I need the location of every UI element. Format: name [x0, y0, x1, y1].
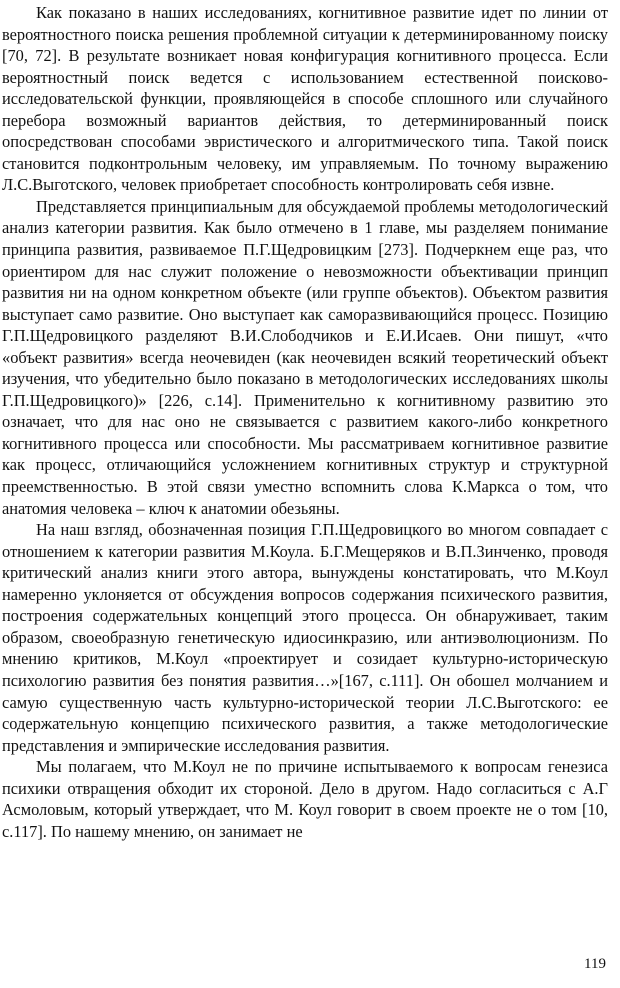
paragraph-2: Представляется принципиальным для обсуждаемой проблемы методологический анализ категории развития. Как было отмечено в 1 главе, мы разделяем понимание принципа развития, развиваемое П.Г.Щедровицким [273]. Подчеркнем еще раз, что ориентиром для нас служит положение о невозможности объективации принцип развития ни на одном конкретном объекте (или группе объектов). Объектом развития выступает само развитие. Оно выступает как саморазвивающийся процесс. Позицию Г.П.Щедровицкого разделяют В.И.Слободчиков и Е.И.Исаев. Они пишут, «что «объект развития» всегда неочевиден (как неочевиден всякий теоретический объект изучения, что убедительно было показано в методологических исследованиях школы Г.П.Щедровицкого)» [226, с.14]. Применительно к когнитивному развитию это означает, что для нас оно не связывается с развитием какого-либо конкретного когнитивного процесса или способности. Мы рассматриваем когнитивное развитие как процесс, отличающийся усложнением когнитивных структур и структурной преемственностью. В этой связи уместно вспомнить слова К.Маркса о том, что анатомия человека – ключ к анатомии обезьяны. [2, 196, 608, 518]
paragraph-3: На наш взгляд, обозначенная позиция Г.П.Щедровицкого во многом совпадает с отношением к категории развития М.Коула. Б.Г.Мещеряков и В.П.Зинченко, проводя критический анализ книги этого автора, вынуждены констатировать, что М.Коул намеренно уклоняется от обсуждения вопросов содержания психического развития, построения содержательных концепций этого процесса. Он обнаруживает, таким образом, своеобразную генетическую идиосинкразию, или антиэволюционизм. По мнению критиков, М.Коул «проектирует и созидает культурно-историческую психологию развития без понятия развития…»[167, с.111]. Он обошел молчанием и самую существенную часть культурно-исторической теории Л.С.Выготского: ее содержательную концепцию психического развития, а также методологические представления и эмпирические исследования развития. [2, 520, 608, 755]
page-number: 119 [584, 956, 606, 972]
paragraph-1: Как показано в наших исследованиях, когнитивное развитие идет по линии от вероятностного поиска решения проблемной ситуации к детерминированному поиску [70, 72]. В результате возникает новая конфигурация когнитивного процесса. Если вероятностный поиск ведется с использованием естественной поисково-исследовательской функции, проявляющейся в способе сплошного или случайного перебора возможный вариантов действия, то детерминированный поиск опосредствован способами эвристического и алгоритмического типа. Такой поиск становится подконтрольным человеку, им управляемым. По точному выражению Л.С.Выготского, человек приобретает способность контролировать себя извне. [2, 3, 608, 195]
paragraph-4: Мы полагаем, что М.Коул не по причине испытываемого к вопросам генезиса психики отвращения обходит их стороной. Дело в другом. Надо согласиться с А.Г Асмоловым, который утверждает, что М. Коул говорит в своем проекте не о том [10, с.117]. По нашему мнению, он занимает не [2, 757, 608, 841]
